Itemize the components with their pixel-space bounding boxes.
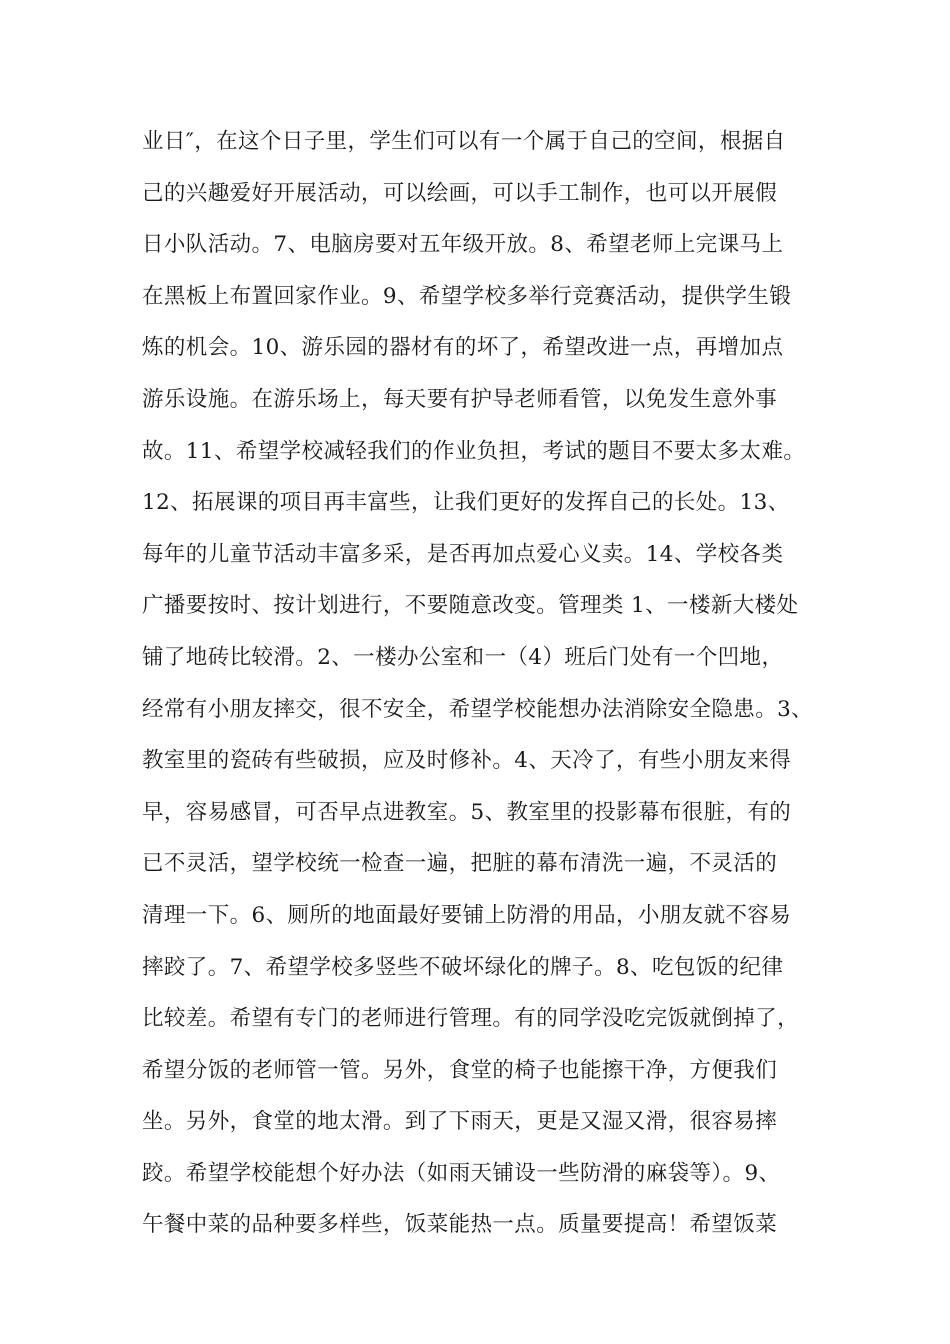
text-line: 广播要按时、按计划进行，不要随意改变。管理类 1、一楼新大楼处 [142,593,799,619]
text-line: 铺了地砖比较滑。2、一楼办公室和一（4）班后门处有一个凹地， [142,644,784,670]
text-line: 炼的机会。10、游乐园的器材有的坏了，希望改进一点，再增加点 [142,335,784,361]
text-line: 比较差。希望有专门的老师进行管理。有的同学没吃完饭就倒掉了， [142,1006,800,1032]
text-line: 希望分饭的老师管一管。另外，食堂的椅子也能擦干净，方便我们 [142,1057,778,1083]
text-line: 故。11、希望学校减轻我们的作业负担，考试的题目不要太多太难。 [142,438,806,464]
text-line: 每年的儿童节活动丰富多采，是否再加点爱心义卖。14、学校各类 [142,541,784,567]
text-line: 坐。另外，食堂的地太滑。到了下雨天，更是又湿又滑，很容易摔 [142,1109,778,1135]
text-line: 清理一下。6、厕所的地面最好要铺上防滑的用品，小朋友就不容易 [142,902,792,928]
text-line: 业日″，在这个日子里，学生们可以有一个属于自己的空间，根据自 [142,129,786,154]
text-line: 跤。希望学校能想个好办法（如雨天铺设一些防滑的麻袋等）。9、 [142,1160,781,1186]
text-line: 摔跤了。7、希望学校多竖些不破坏绿化的牌子。8、吃包饭的纪律 [142,954,784,980]
text-line: 游乐设施。在游乐场上，每天要有护导老师看管，以免发生意外事 [142,386,778,412]
text-line: 午餐中菜的品种要多样些，饭菜能热一点。质量要提高！希望饭菜 [142,1212,778,1238]
text-line: 12、拓展课的项目再丰富些，让我们更好的发挥自己的长处。13、 [142,490,790,516]
text-line: 早，容易感冒，可否早点进教室。5、教室里的投影幕布很脏，有的 [142,799,792,825]
text-line: 经常有小朋友摔交，很不安全，希望学校能想办法消除安全隐患。3、 [142,696,814,722]
text-line: 已不灵活，望学校统一检查一遍，把脏的幕布清洗一遍，不灵活的 [142,851,778,877]
body-text [142,122,822,1257]
text-line: 教室里的瓷砖有些破损，应及时修补。4、天冷了，有些小朋友来得 [142,748,792,774]
text-line: 在黑板上布置回家作业。9、希望学校多举行竞赛活动，提供学生锻 [142,283,792,309]
text-line: 日小队活动。7、电脑房要对五年级开放。8、希望老师上完课马上 [142,232,784,258]
text-line: 己的兴趣爱好开展活动，可以绘画，可以手工制作，也可以开展假 [142,180,778,206]
